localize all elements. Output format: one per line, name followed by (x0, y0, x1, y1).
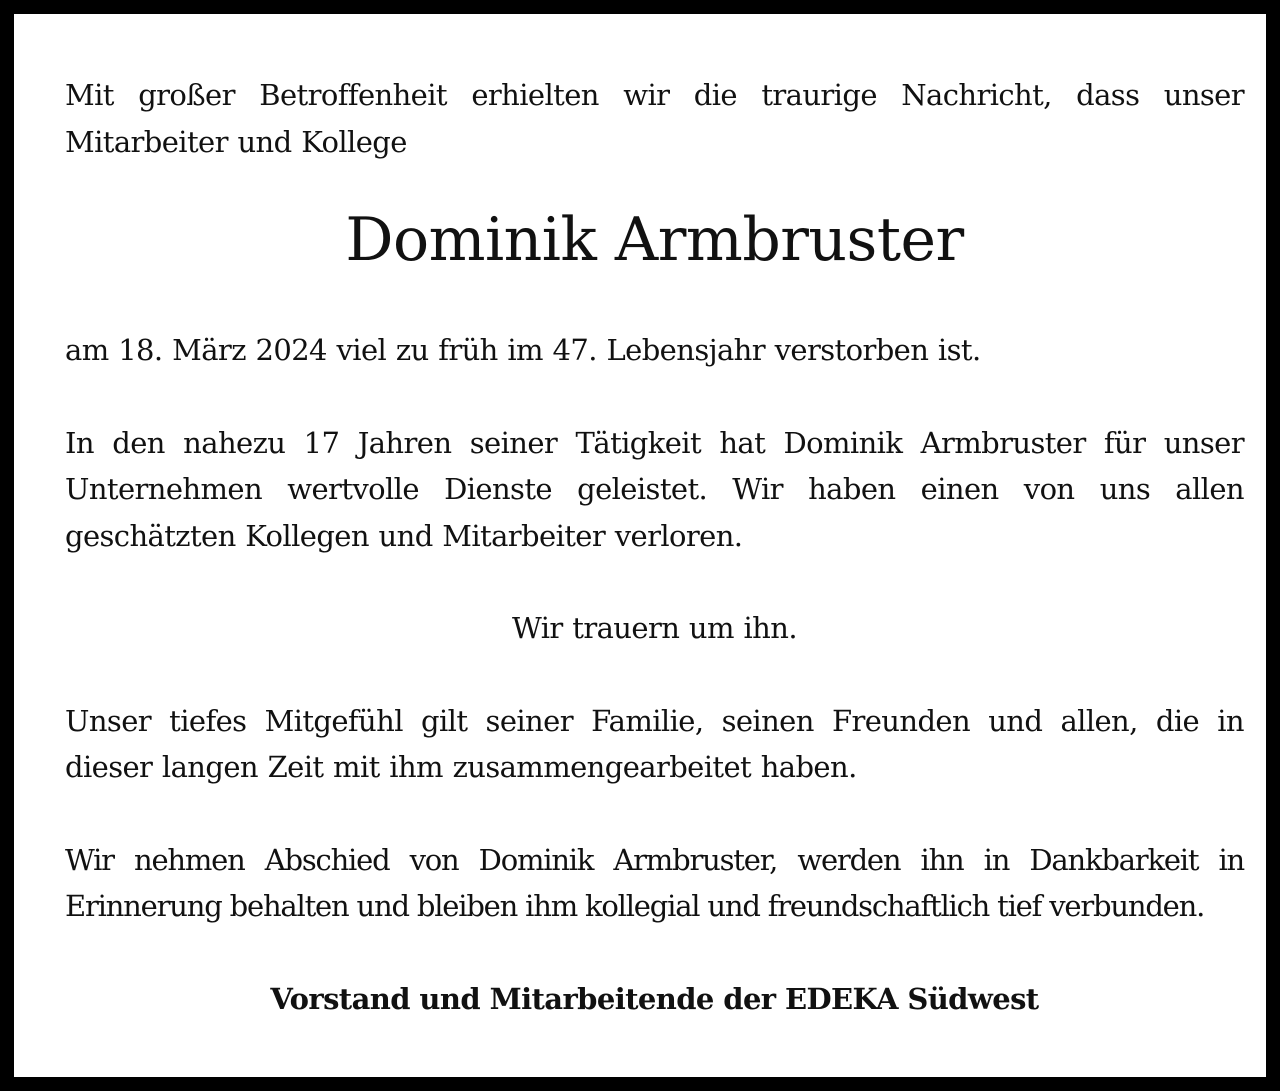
farewell-paragraph: Wir nehmen Abschied von Dominik Armbruster, werden ihn in Dankbarkeit in Erinnerung behalten und bleiben ihm kollegial und freundschaftlich tief verbunden. (65, 842, 1244, 923)
deceased-name: Dominik Armbruster (345, 205, 964, 275)
sympathy-paragraph: Unser tiefes Mitgefühl gilt seiner Familie, seinen Freunden und allen, die in dieser langen Zeit mit ihm zusammengearbeitet haben. (65, 703, 1244, 784)
tenure-paragraph: In den nahezu 17 Jahren seiner Tätigkeit hat Dominik Armbruster für unser Unternehmen wertvolle Dienste geleistet. Wir haben einen von uns allen geschätzten Kollegen und Mitarbeiter verloren. (65, 425, 1244, 553)
intro-paragraph: Mit großer Betroffenheit erhielten wir die traurige Nachricht, dass unser Mitarbeiter und Kollege (65, 78, 1244, 159)
date-line: am 18. März 2024 viel zu früh im 47. Lebensjahr verstorben ist. (65, 333, 981, 367)
obituary-notice-content (65, 72, 1244, 1051)
mourning-line: Wir trauern um ihn. (512, 611, 797, 645)
signature-line: Vorstand und Mitarbeitende der EDEKA Südwest (270, 981, 1039, 1016)
